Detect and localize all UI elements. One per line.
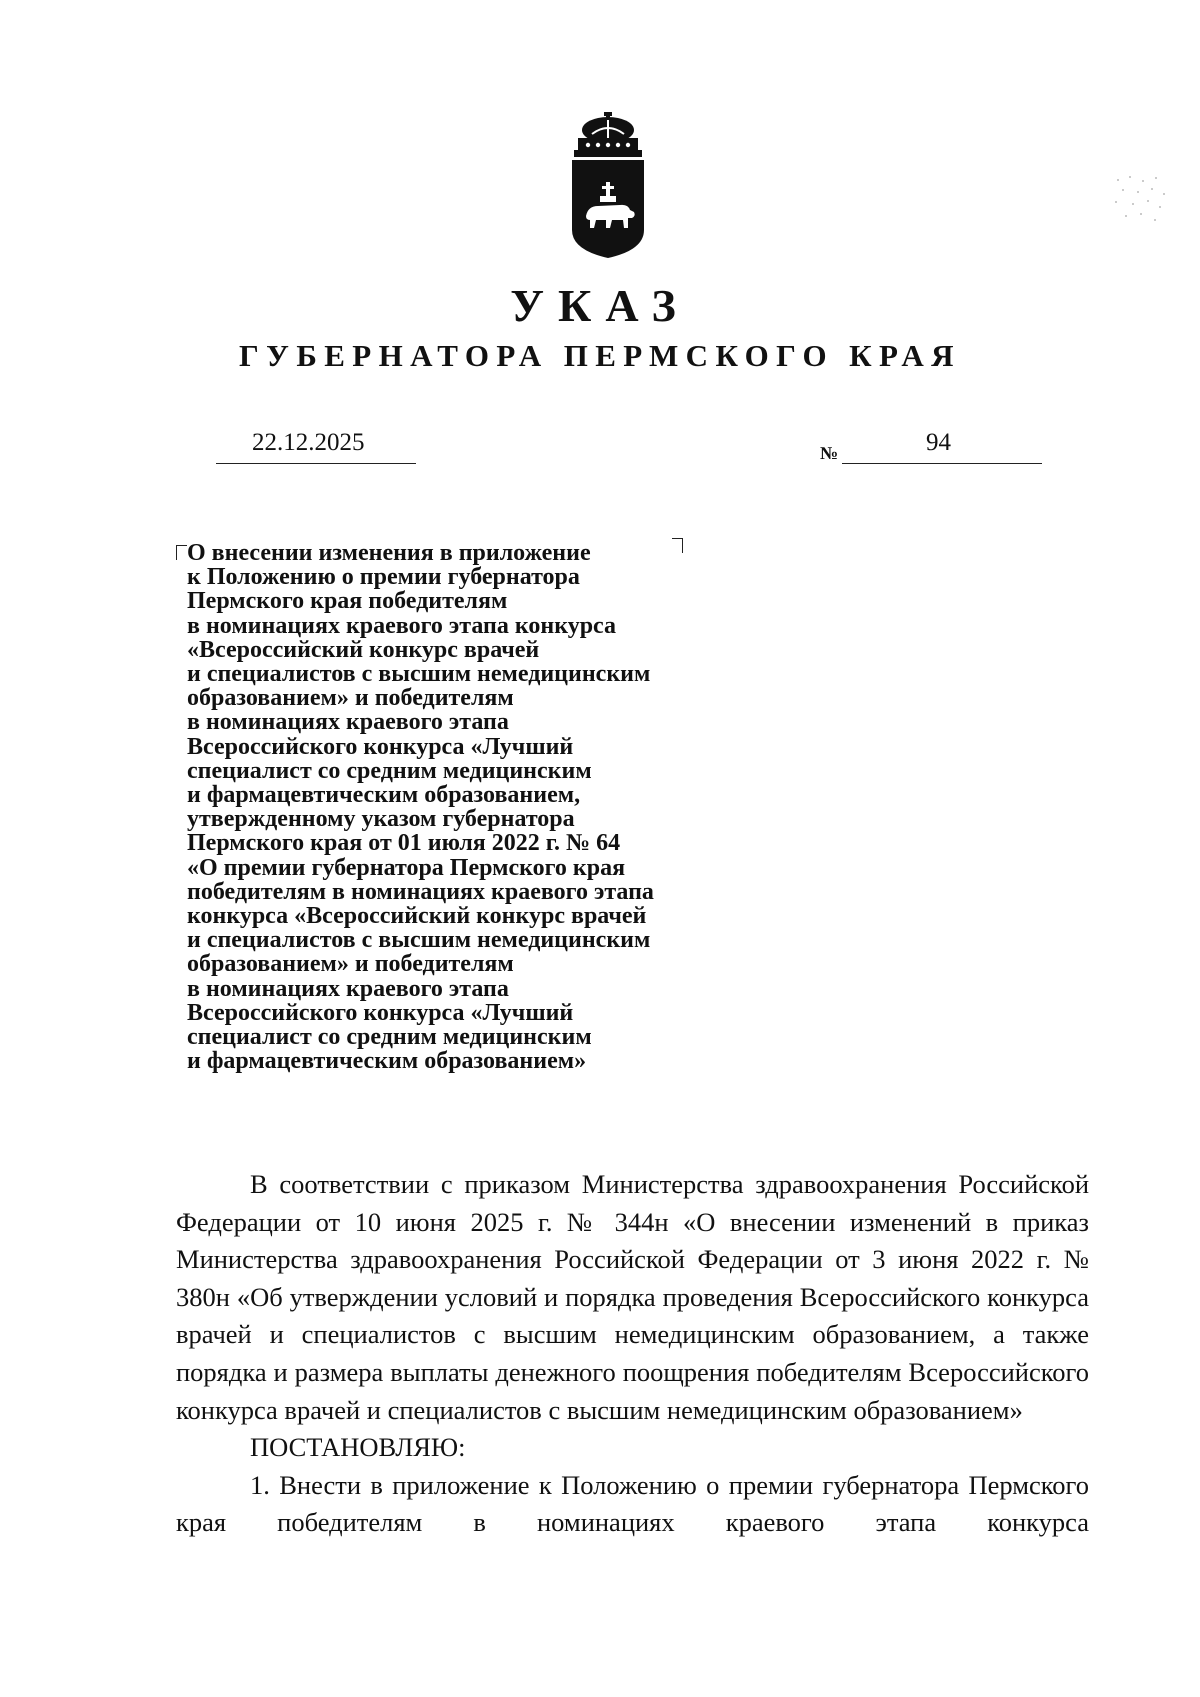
body-decree-word: ПОСТАНОВЛЯЮ: xyxy=(250,1432,466,1463)
heading-line: Всероссийского конкурса «Лучший xyxy=(187,999,574,1026)
heading-line: «О премии губернатора Пермского края xyxy=(187,854,626,881)
heading-line: Пермского края от 01 июля 2022 г. № 64 xyxy=(187,830,621,857)
document-subtitle: ГУБЕРНАТОРА ПЕРМСКОГО КРАЯ xyxy=(239,338,961,373)
document-title: УКАЗ xyxy=(510,280,690,331)
number-value: 94 xyxy=(926,429,951,456)
heading-line: в номинациях краевого этапа xyxy=(187,975,509,1002)
document-heading xyxy=(187,541,747,1073)
heading-corner-left xyxy=(176,545,187,560)
heading-line: в номинациях краевого этапа конкурса xyxy=(187,612,616,639)
number-underline xyxy=(842,463,1042,464)
heading-line: утвержденному указом губернатора xyxy=(187,806,575,833)
heading-line: Пермского края победителям xyxy=(187,588,508,615)
date-underline xyxy=(216,463,416,464)
document-body xyxy=(176,1166,1089,1542)
heading-line: к Положению о премии губернатора xyxy=(187,564,580,591)
heading-line: специалист со средним медицинским xyxy=(187,757,592,784)
heading-line: и фармацевтическим образованием» xyxy=(187,1048,587,1075)
heading-line: Всероссийского конкурса «Лучший xyxy=(187,733,574,760)
heading-line: победителям в номинациях краевого этапа xyxy=(187,878,654,905)
number-field xyxy=(820,428,1042,468)
date-value: 22.12.2025 xyxy=(252,429,365,456)
scan-noise-icon xyxy=(1108,172,1170,232)
heading-line: «Всероссийский конкурс врачей xyxy=(187,636,540,663)
heading-line: О внесении изменения в приложение xyxy=(187,540,591,566)
date-field xyxy=(216,428,416,468)
heading-line: конкурса «Всероссийский конкурс врачей xyxy=(187,903,647,930)
body-item-1: 1. Внести в приложение к Положению о премии губернатора Пермского края победителям в номинациях краевого этапа конкурса xyxy=(176,1469,1089,1538)
perm-krai-coat-of-arms-icon xyxy=(566,112,650,262)
heading-line: образованием» и победителям xyxy=(187,951,514,978)
heading-line: в номинациях краевого этапа xyxy=(187,709,509,736)
number-sign: № xyxy=(820,443,839,463)
heading-line: образованием» и победителям xyxy=(187,685,514,712)
heading-line: специалист со средним медицинским xyxy=(187,1024,592,1051)
body-paragraph-preamble: В соответствии с приказом Министерства здравоохранения Российской Федерации от 10 июня 2025 г. № 344н «О внесении изменений в приказ Министерства здравоохранения Российской Федерации от 3 июня 2022 г. № 380н «Об утверждении условий и порядка проведения Всероссийского конкурса врачей и специалистов с высшим немедицинским образованием, а также порядка и размера выплаты денежного поощрения победителям Всероссийского конкурса врачей и специалистов с высшим немедицинским образованием» xyxy=(176,1169,1089,1425)
heading-line: и специалистов с высшим немедицинским xyxy=(187,927,651,954)
heading-line: и специалистов с высшим немедицинским xyxy=(187,661,651,688)
heading-line: и фармацевтическим образованием, xyxy=(187,782,581,809)
